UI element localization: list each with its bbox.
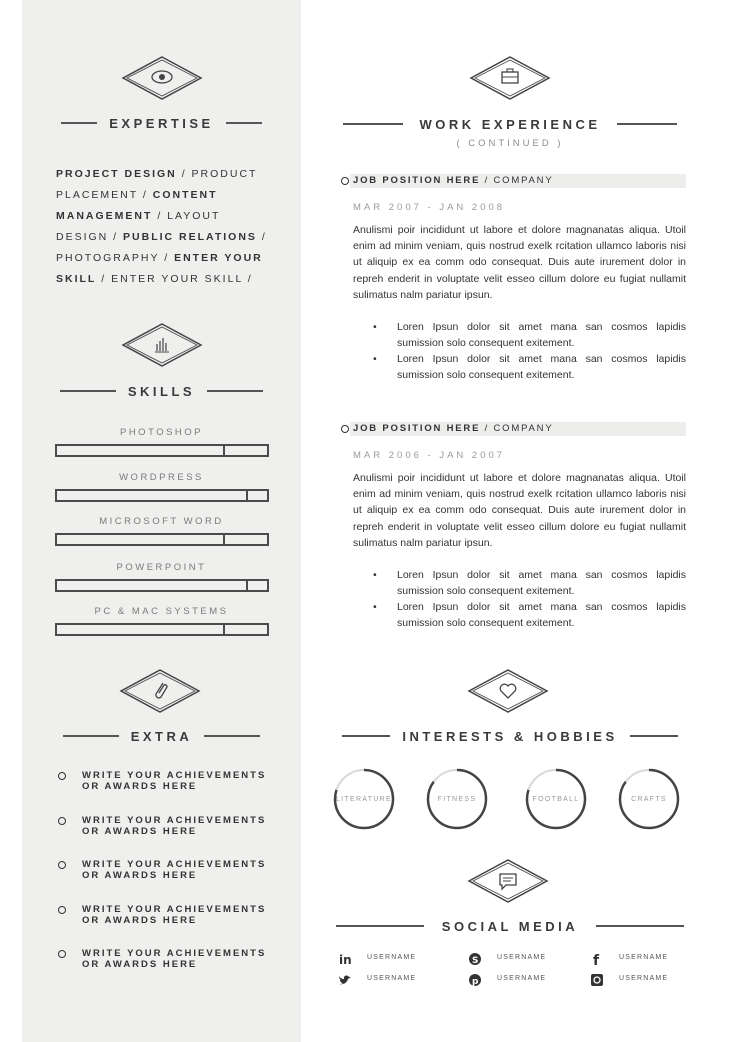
skill-bar-fill <box>57 581 248 590</box>
achievement-line: WRITE YOUR ACHIEVEMENTS <box>82 770 267 781</box>
skill-bar <box>55 579 269 592</box>
interest-item <box>618 768 680 830</box>
expertise-item: PRODUCT PLACEMENT <box>56 168 258 201</box>
paperclip-icon <box>119 668 201 714</box>
interest-item <box>426 768 488 830</box>
expertise-item: / <box>176 168 192 180</box>
svg-text:S: S <box>472 956 479 966</box>
work-subheading: ( CONTINUED ) <box>456 138 564 149</box>
social-username: USERNAME <box>367 975 417 982</box>
bullet-circle-icon <box>58 950 66 958</box>
job-title <box>353 174 553 188</box>
achievement-line: WRITE YOUR ACHIEVEMENTS <box>82 948 267 959</box>
heart-icon <box>467 668 549 714</box>
achievement-text <box>82 770 282 792</box>
social-username: USERNAME <box>367 954 417 961</box>
job-position: JOB POSITION HERE <box>353 175 481 186</box>
expertise-heading: EXPERTISE <box>55 115 268 131</box>
job-description: Anulismi poir incididunt ut labore et dolore magnanatas aliqua. Utoil enim ad minim veniam, quis nostrud exelk rcitation ullamco laboris nisi ut aliquip ex ea comm odo consequat. Duis aute irurement dolor in repreh enderit in voluptate velit esseo cillum dolore eu fugiat nullamit sulimatus nalm pariatur ipsun. <box>353 472 686 549</box>
achievement-text <box>82 904 282 926</box>
bullet-circle-icon <box>58 906 66 914</box>
svg-text:f: f <box>593 953 600 966</box>
linkedin-icon[interactable] <box>338 952 352 966</box>
expertise-item: PHOTOGRAPHY <box>56 252 160 264</box>
achievement-line: WRITE YOUR ACHIEVEMENTS <box>82 859 267 870</box>
achievement-text <box>82 859 282 881</box>
job-company: / COMPANY <box>480 423 554 434</box>
social-heading: SOCIAL MEDIA <box>334 918 686 934</box>
job-title <box>353 422 553 436</box>
achievement-line: OR AWARDS HERE <box>82 914 198 926</box>
skype-icon[interactable] <box>468 952 482 966</box>
skill-label: WORDPRESS <box>119 472 204 483</box>
job-dates: MAR 2006 - JAN 2007 <box>353 450 506 461</box>
expertise-item: / <box>242 273 253 285</box>
expertise-item: ENTER YOUR SKILL <box>111 273 243 285</box>
interest-item <box>525 768 587 830</box>
interest-label: FITNESS <box>437 796 477 803</box>
bullet-circle-icon <box>58 817 66 825</box>
job-bullets <box>377 319 686 383</box>
briefcase-icon <box>469 55 551 101</box>
expertise-item: LAYOUT DESIGN <box>56 210 221 243</box>
achievement-text <box>82 815 282 837</box>
expertise-item: / <box>256 231 267 243</box>
skills-heading: SKILLS <box>55 383 268 399</box>
skill-bar-fill <box>57 625 225 634</box>
interest-label: LITERATURE <box>335 796 393 803</box>
skill-label: PHOTOSHOP <box>119 427 204 438</box>
job-bullet-item: • Loren Ipsun dolor sit amet mana san cosmos lapidis sumission solo consequent exitement. <box>377 351 686 383</box>
eye-icon <box>121 55 203 101</box>
skill-bar-fill <box>57 446 225 455</box>
social-username: USERNAME <box>497 954 547 961</box>
chart-icon <box>121 322 203 368</box>
skill-label: MICROSOFT WORD <box>99 516 224 527</box>
expertise-item: / <box>108 231 124 243</box>
pinterest-icon[interactable] <box>468 973 482 987</box>
expertise-item: ENTER YOUR SKILL <box>56 252 263 285</box>
achievement-line: OR AWARDS HERE <box>82 870 198 881</box>
skill-bar <box>55 444 269 457</box>
expertise-item: / <box>96 273 112 285</box>
achievement-text <box>82 948 282 970</box>
expertise-item: / <box>159 252 175 264</box>
twitter-icon[interactable] <box>338 973 352 987</box>
interests-heading: INTERESTS & HOBBIES <box>334 728 686 744</box>
facebook-icon[interactable] <box>590 952 604 966</box>
job-bullet-item: • Loren Ipsun dolor sit amet mana san cosmos lapidis sumission solo consequent exitement. <box>377 567 686 599</box>
extra-heading: EXTRA <box>55 728 268 744</box>
expertise-list <box>56 164 271 290</box>
achievement-line: OR AWARDS HERE <box>82 959 198 970</box>
svg-text:p: p <box>472 977 479 987</box>
skill-bar <box>55 623 269 636</box>
interest-label: CRAFTS <box>631 796 667 803</box>
job-bullet-icon <box>341 177 349 185</box>
expertise-item: PUBLIC RELATIONS <box>123 231 257 243</box>
job-bullet-item: • Loren Ipsun dolor sit amet mana san cosmos lapidis sumission solo consequent exitement. <box>377 599 686 631</box>
interest-item <box>333 768 395 830</box>
achievement-line: OR AWARDS HERE <box>82 781 198 792</box>
job-position: JOB POSITION HERE <box>353 423 481 434</box>
skill-label: PC & MAC SYSTEMS <box>94 606 229 617</box>
chat-icon <box>467 858 549 904</box>
social-username: USERNAME <box>619 954 669 961</box>
job-company: / COMPANY <box>480 175 554 186</box>
skill-label: POWERPOINT <box>116 562 207 573</box>
skill-bar <box>55 489 269 502</box>
achievement-line: WRITE YOUR ACHIEVEMENTS <box>82 814 267 826</box>
skill-bar-fill <box>57 491 248 500</box>
svg-text:in: in <box>339 953 352 966</box>
bullet-circle-icon <box>58 772 66 780</box>
work-heading: WORK EXPERIENCE <box>334 116 686 132</box>
social-username: USERNAME <box>619 975 669 982</box>
skill-bar-fill <box>57 535 225 544</box>
achievement-line: OR AWARDS HERE <box>82 825 198 837</box>
job-bullet-icon <box>341 425 349 433</box>
skill-bar <box>55 533 269 546</box>
expertise-item: CONTENT MANAGEMENT <box>56 189 218 222</box>
expertise-item: / <box>152 210 168 222</box>
social-username: USERNAME <box>497 975 547 982</box>
bullet-circle-icon <box>58 861 66 869</box>
job-bullets <box>377 567 686 631</box>
expertise-item: PROJECT DESIGN <box>56 168 177 180</box>
job-bullet-item: • Loren Ipsun dolor sit amet mana san cosmos lapidis sumission solo consequent exitement. <box>377 319 686 351</box>
achievement-line: WRITE YOUR ACHIEVEMENTS <box>82 903 267 915</box>
interest-label: FOOTBALL <box>532 796 580 803</box>
instagram-icon[interactable] <box>590 973 604 987</box>
job-description: Anulismi poir incididunt ut labore et dolore magnanatas aliqua. Utoil enim ad minim veniam, quis nostrud exelk rcitation ullamco laboris nisi ut aliquip ex ea comm odo consequat. Duis aute irurement dolor in repreh enderit in voluptate velit esseo cillum dolore eu fugiat nullamit sulimatus nalm pariatur ipsun. <box>353 224 686 301</box>
job-dates: MAR 2007 - JAN 2008 <box>353 202 506 213</box>
expertise-item: / <box>138 189 153 201</box>
